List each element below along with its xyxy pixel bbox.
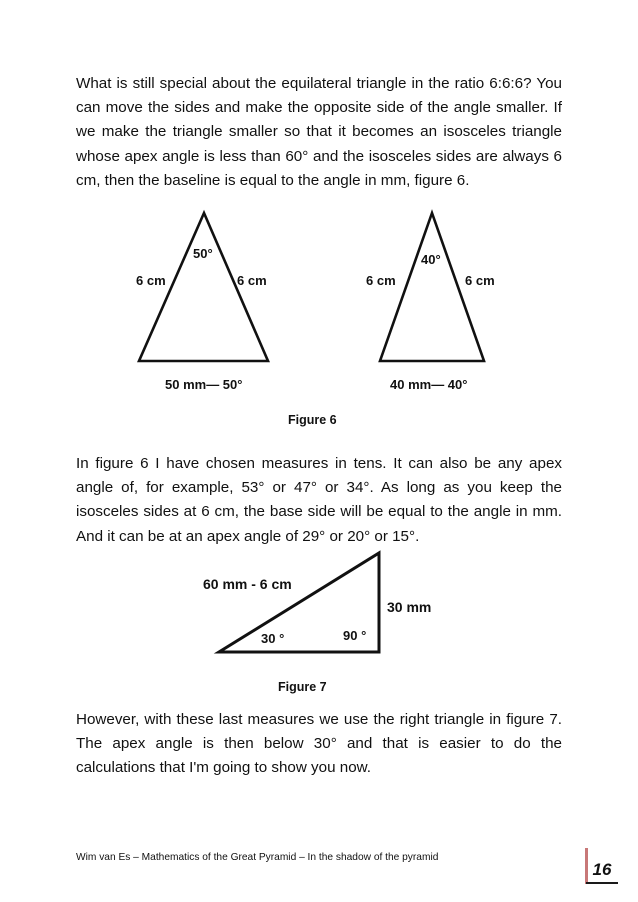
left-side-label: 6 cm [366, 273, 396, 288]
paragraph-measures: In figure 6 I have chosen measures in tens. It can also be any apex angle of, for example, 53° or 47° or 34°. As long as you keep the isosceles sides at 6 cm, the base side will be equal to the angle in mm. And it can be at an apex angle of 29° or 20° or 15°. [76, 455, 562, 545]
figure-6 [0, 205, 638, 405]
footer-text: Wim van Es – Mathematics of the Great Pyramid – In the shadow of the pyramid [76, 852, 439, 863]
figure-6-caption: Figure 6 [288, 413, 337, 427]
vertical-side-label: 30 mm [387, 599, 432, 615]
figure-7 [0, 545, 638, 665]
paragraph-intro: What is still special about the equilateral triangle in the ratio 6:6:6? You can move the sides and make the opposite side of the angle smaller. If we make the triangle smaller so that it becomes an isosceles triangle whose apex angle is less than 60° and the isosceles sides are always 6 cm, then the baseline is equal to the angle in mm, figure 6. [76, 75, 562, 189]
left-angle-label: 30 ° [261, 631, 285, 646]
right-side-label: 6 cm [237, 273, 267, 288]
apex-angle-label: 40° [421, 252, 441, 267]
apex-angle-label: 50° [193, 246, 213, 261]
paragraph-right-triangle: However, with these last measures we use the right triangle in figure 7. The apex angle is then below 30° and that is easier to do the calculations that I'm going to show you now. [76, 711, 562, 777]
base-label: 50 mm— 50° [165, 377, 243, 392]
right-angle-label: 90 ° [343, 628, 367, 643]
left-side-label: 6 cm [136, 273, 166, 288]
base-label: 40 mm— 40° [390, 377, 468, 392]
figure-7-caption: Figure 7 [278, 680, 327, 694]
hypotenuse-label: 60 mm - 6 cm [203, 576, 292, 592]
page-number: 16 [586, 848, 618, 884]
right-side-label: 6 cm [465, 273, 495, 288]
